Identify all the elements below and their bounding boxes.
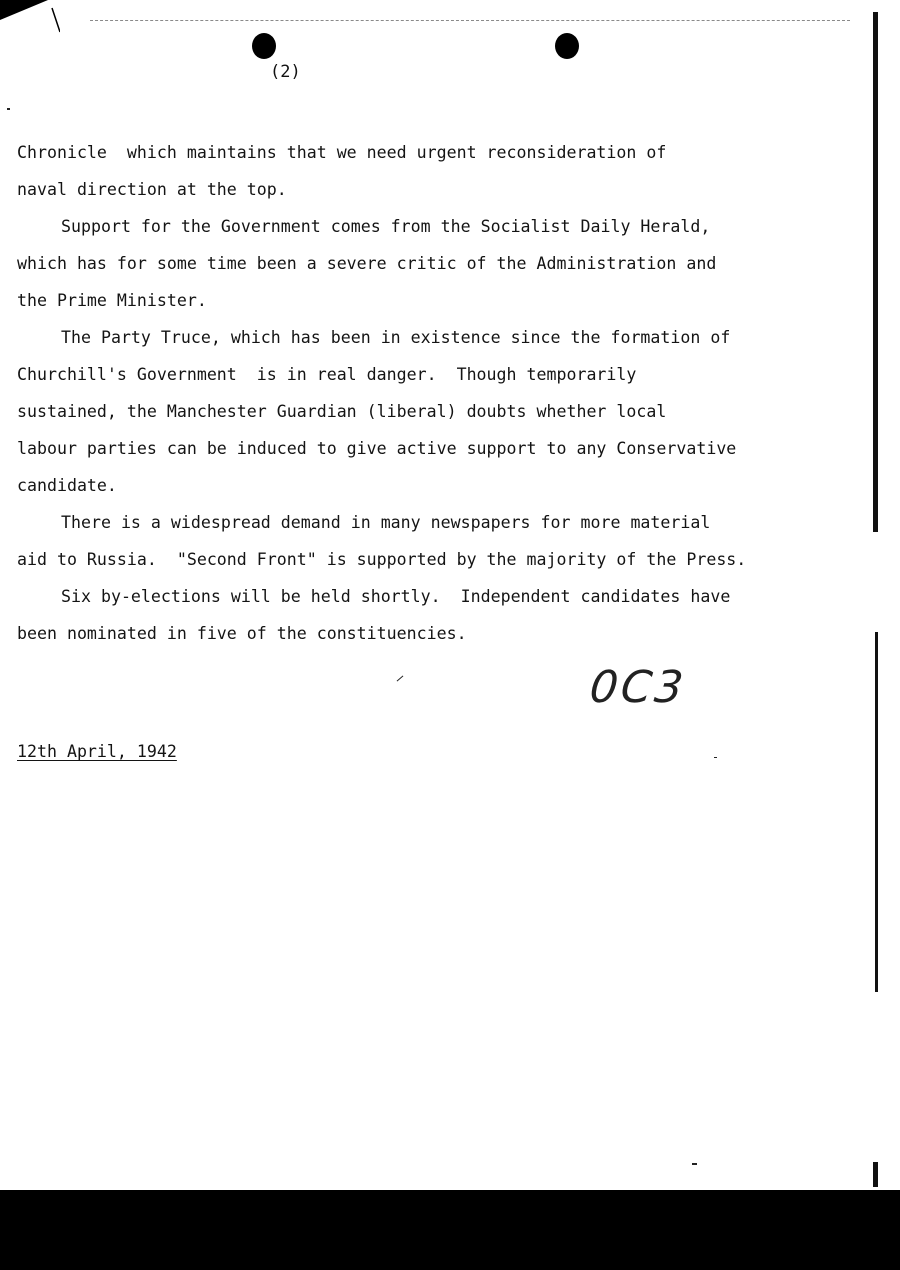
- text-line: Churchill's Government is in real danger. Though temporarily: [17, 365, 637, 384]
- scan-speck: [714, 757, 717, 758]
- text-line: the Prime Minister.: [17, 291, 207, 310]
- scan-artifact-corner: [0, 0, 60, 40]
- scan-artifact-dashes: [90, 20, 850, 25]
- text-line: Chronicle which maintains that we need urgent reconsideration of: [17, 143, 667, 162]
- scan-speck: [7, 108, 10, 110]
- text-line: aid to Russia. "Second Front" is supported by the majority of the Press.: [17, 550, 747, 569]
- scan-speck: [397, 676, 404, 682]
- punch-hole-right: [555, 33, 579, 59]
- page-number: (2): [270, 62, 301, 82]
- scan-artifact-right-edge: [870, 12, 878, 1187]
- scan-speck: [692, 1163, 697, 1165]
- text-line: been nominated in five of the constituencies.: [17, 624, 467, 643]
- document-date: 12th April, 1942: [17, 742, 177, 761]
- text-line: which has for some time been a severe critic of the Administration and: [17, 254, 717, 273]
- text-line: sustained, the Manchester Guardian (liberal) doubts whether local: [17, 402, 667, 421]
- text-line: Support for the Government comes from the Socialist Daily Herald,: [61, 217, 711, 236]
- text-line: The Party Truce, which has been in existence since the formation of: [61, 328, 731, 347]
- handwritten-annotation: 0C3: [587, 662, 689, 713]
- scan-border-bottom: [0, 1190, 900, 1270]
- text-line: labour parties can be induced to give active support to any Conservative: [17, 439, 737, 458]
- text-line: Six by-elections will be held shortly. Independent candidates have: [61, 587, 731, 606]
- text-line: There is a widespread demand in many newspapers for more material: [61, 513, 711, 532]
- punch-hole-left: [252, 33, 276, 59]
- body-text: [17, 134, 837, 652]
- text-line: candidate.: [17, 476, 117, 495]
- text-line: naval direction at the top.: [17, 180, 287, 199]
